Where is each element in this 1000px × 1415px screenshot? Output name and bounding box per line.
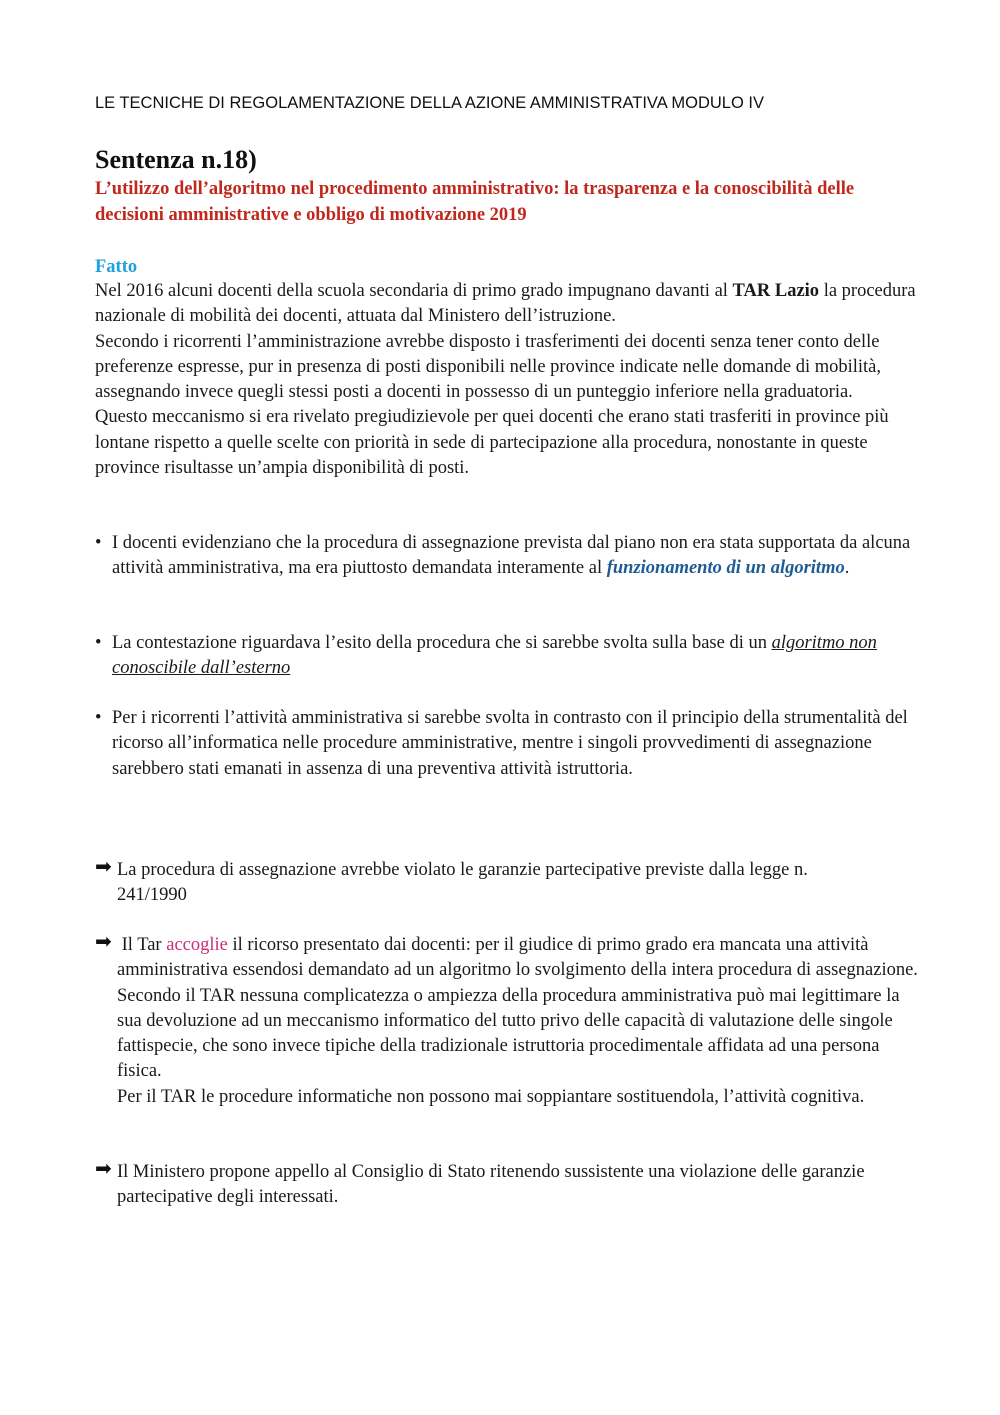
bullet-marker: •: [95, 708, 102, 728]
arrow-text: La procedura di assegnazione avrebbe violato le garanzie partecipative previste dalla legge n. 241/1990: [117, 860, 808, 906]
bullet-item: [95, 631, 925, 682]
arrow-text: [95, 933, 925, 1110]
bold-term: TAR Lazio: [732, 281, 820, 301]
bullet-marker: •: [95, 533, 102, 553]
right-arrow-icon: ➡: [95, 854, 112, 878]
bullet-text-part: La contestazione riguardava l’esito della procedura che si sarebbe svolta sulla base di un: [112, 633, 772, 653]
highlight-text: accoglie: [166, 935, 228, 955]
right-arrow-icon: ➡: [95, 1156, 112, 1180]
bullet-marker: •: [95, 633, 102, 653]
arrow-paragraph: [117, 933, 925, 1085]
page-title: Sentenza n.18): [95, 145, 257, 174]
emphasis-text: funzionamento di un algoritmo: [606, 558, 845, 579]
document-header: LE TECNICHE DI REGOLAMENTAZIONE DELLA AZIONE AMMINISTRATIVA MODULO IV: [95, 94, 764, 112]
arrow-item: [95, 929, 925, 1110]
fatto-paragraph-3: Questo meccanismo si era rivelato pregiudizievole per quei docenti che erano stati trasferiti in province più lontane rispetto a quelle scelte con priorità in sede di partecipazione alla procedura, nonostante in queste province risultasse un’ampia disponibilità di posti.: [95, 407, 889, 479]
arrow-paragraph: Per il TAR le procedure informatiche non possono mai soppiantare sostituendola, l’attività cognitiva.: [117, 1086, 865, 1107]
underlined-text: algoritmo non conoscibile dall’esterno: [112, 633, 877, 679]
fatto-paragraph-1: [95, 279, 925, 330]
arrow-text: Il Ministero propone appello al Consiglio di Stato ritenendo sussistente una violazione delle garanzie partecipative degli interessati.: [117, 1162, 865, 1208]
bullet-item: [95, 706, 925, 782]
bullet-item: [95, 531, 925, 582]
bullet-text: [112, 631, 925, 682]
arrow-item: [95, 854, 825, 909]
right-arrow-icon: ➡: [95, 929, 112, 953]
arrow-item: [95, 1156, 925, 1211]
bullet-text-part: I docenti evidenziano che la procedura di assegnazione prevista dal piano non era stata supportata da alcuna attività amministrativa, ma era piuttosto demandata interamente al: [112, 533, 911, 579]
paragraph-text: il ricorso presentato dai docenti: per il giudice di primo grado era mancata una attività amministrativa essendosi demandato ad un algoritmo lo svolgimento della intera procedura di assegnazione. Secondo il TAR nessuna complicatezza o ampiezza della procedura amministrativa può mai legittimare la sua devoluzione ad un meccanismo informatico del tutto privo delle capacità di valutazione delle singole fattispecie, che sono invece tipiche della tradizionale istruttoria procedimentale affidata ad una persona fisica.: [117, 935, 918, 1082]
bullet-text: Per i ricorrenti l’attività amministrativa si sarebbe svolta in contrasto con il principio della strumentalità del ricorso all’informatica nelle procedure amministrative, mentre i singoli provvedimenti di assegnazione sarebbero stati emanati in assenza di una preventiva attività istruttoria.: [112, 708, 908, 779]
bullet-text-part: .: [844, 558, 850, 579]
section-heading-fatto: Fatto: [95, 257, 138, 277]
paragraph-text: la procedura nazionale di mobilità dei docenti, attuata dal Ministero dell’istruzione.: [95, 281, 916, 327]
paragraph-text: Nel 2016 alcuni docenti della scuola secondaria di primo grado impugnano davanti al: [95, 281, 733, 301]
fatto-paragraph-2: Secondo i ricorrenti l’amministrazione avrebbe disposto i trasferimenti dei docenti senza tener conto delle preferenze espresse, pur in presenza di posti disponibili nelle province indicate nelle domande di mobilità, assegnando invece quegli stessi posti a docenti in possesso di un punteggio inferiore nella graduatoria.: [95, 331, 881, 403]
fatto-body: [95, 279, 925, 481]
paragraph-text: Il Tar: [121, 935, 167, 955]
bullet-text: [112, 531, 925, 582]
page-subtitle: L’utilizzo dell’algoritmo nel procedimento amministrativo: la trasparenza e la conoscibilità delle decisioni amministrative e obbligo di motivazione 2019: [95, 179, 855, 225]
